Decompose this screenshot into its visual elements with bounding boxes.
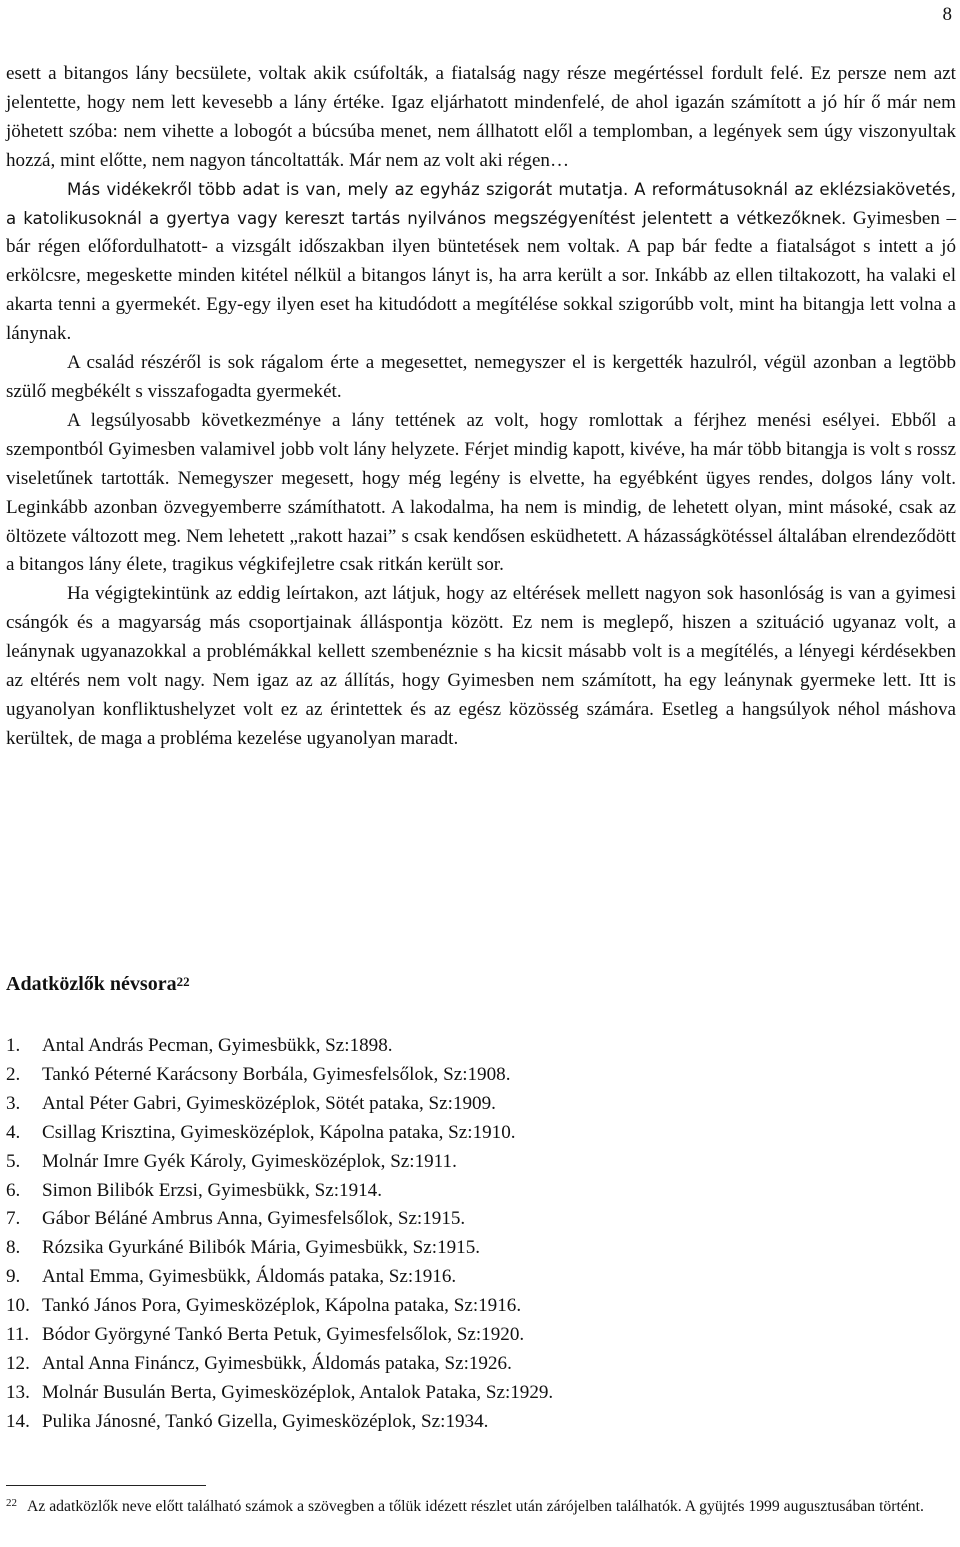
section-title: [6, 970, 190, 1000]
footnote-mark: 22: [6, 1497, 17, 1509]
list-item-text: Gábor Béláné Ambrus Anna, Gyimesfelsőlok, Sz:1915.: [42, 1208, 466, 1230]
list-item-text: Tankó Péterné Karácsony Borbála, Gyimesfelsőlok, Sz:1908.: [42, 1063, 511, 1085]
list-item-number: 8.: [6, 1237, 21, 1259]
paragraph-text: Gyimesben – bár régen előfordulhatott- a vizsgált időszakban ilyen büntetések nem voltak. A pap bár fedte a fiatalságot s intett a jó erkölcsre, megeskette minden kitétel nélkül a bitangos lányt is, ha arra került a sor. Inkább az ellen tiltakozott, ha valaki el akarta tenni a gyermekét. Egy-egy ilyen eset ha kitudódott a megítélése sokkal szigorúbb volt, mint ha bitangja lett volna a lánynak.: [6, 207, 957, 345]
list-item-number: 12.: [6, 1352, 30, 1374]
footnote-text: Az adatközlők neve előtt található számok a szövegben a tőlük idézett részlet után zárójelben találhatók. A gyüjtés 1999 augusztusában történt.: [27, 1498, 924, 1515]
list-item-number: 4.: [6, 1121, 21, 1143]
list-item-text: Tankó János Pora, Gyimesközéplok, Kápolna pataka, Sz:1916.: [42, 1295, 522, 1317]
list-item-text: Simon Bilibók Erzsi, Gyimesbükk, Sz:1914.: [42, 1179, 382, 1201]
paragraph: A család részéről is sok rágalom érte a megesettet, nemegyszer el is kergették hazulról, végül azonban a legtöbb szülő megbékélt s visszafogadta gyermekét.: [6, 352, 956, 402]
list-item-number: 11.: [6, 1324, 30, 1346]
list-item-number: 6.: [6, 1179, 21, 1201]
list-item: [6, 1292, 553, 1321]
list-item-text: Molnár Busulán Berta, Gyimesközéplok, Antalok Pataka, Sz:1929.: [42, 1381, 554, 1403]
list-item: [6, 1263, 553, 1292]
paragraph-text-sans: A reformátusoknál az eklézsiakövetés, a katolikusoknál a gyertya vagy kereszt tartás nyilvános megszégyenítést jelentett a vétkezőknek.: [6, 179, 957, 228]
list-item-text: Antal Péter Gabri, Gyimesközéplok, Sötét pataka, Sz:1909.: [42, 1092, 496, 1114]
list-item-text: Rózsika Gyurkáné Bilibók Mária, Gyimesbükk, Sz:1915.: [42, 1237, 481, 1259]
informant-list: [6, 1032, 553, 1437]
list-item-text: Pulika Jánosné, Tankó Gizella, Gyimesközéplok, Sz:1934.: [42, 1410, 489, 1432]
list-item: [6, 1177, 553, 1206]
list-item-number: 14.: [6, 1410, 30, 1432]
list-item-text: Antal Anna Fináncz, Gyimesbükk, Áldomás pataka, Sz:1926.: [42, 1352, 512, 1374]
paragraph: Ha végigtekintünk az eddig leírtakon, azt látjuk, hogy az eltérések mellett nagyon sok hasonlóság is van a gyimesi csángók és a magyarság más csoportjainak álláspontja között. Ez nem is meglepő, hiszen a szituáció ugyanaz volt, a leánynak ugyanazokkal a problémákkal kellett szembenéznie s ha kicsit másabb volt is a megítélés, a lényegi kérdésekben az eltérés nem volt nagy. Nem igaz az az állítás, hogy Gyimesben nem számított, ha egy leánynak gyermeke lett. Itt is ugyanolyan konfliktushelyzet volt ez az érintettek és az egész közösség számára. Esetleg a hangsúlyok néhol máshova kerültek, de maga a probléma kezelése ugyanolyan maradt.: [6, 583, 956, 749]
list-item: [6, 1148, 553, 1177]
paragraph: A legsúlyosabb következménye a lány tettének az volt, hogy romlottak a férjhez menési esélyei. Ebből a szempontból Gyimesben valamivel jobb volt lány helyzete. Férjet mindig kapott, kivéve, ha már több bitangja is volt s rossz viseletűnek tartották. Nemegyszer megesett, hogy még legény is elvette, ha egyébként ügyes rendes, dolgos lány volt. Leginkább azonban özvegyemberre számíthatott. A lakodalma, ha nem is mindig, de lehetett olyan, mint másoké, csak az öltözete változott meg. Nem lehetett „rakott hazai” s csak kendősen esküdhetett. A házasságkötéssel általában elrendeződött a bitangos lány élete, tragikus végkifejletre csak ritkán került sor.: [6, 409, 956, 576]
list-item-text: Bódor Györgyné Tankó Berta Petuk, Gyimesfelsőlok, Sz:1920.: [42, 1324, 525, 1346]
list-item: [6, 1379, 553, 1408]
list-item: [6, 1234, 553, 1263]
list-item-number: 5.: [6, 1150, 21, 1172]
list-item-text: Antal Emma, Gyimesbükk, Áldomás pataka, Sz:1916.: [42, 1266, 457, 1288]
section-title-text: Adatközlők névsora: [6, 973, 177, 995]
body-text: [6, 60, 956, 754]
list-item-number: 10.: [6, 1295, 30, 1317]
footnote: [6, 1494, 946, 1521]
paragraph-text: esett a bitangos lány becsülete, voltak akik csúfolták, a fiatalság nagy része megértéssel fordult felé. Ez persze nem azt jelentette, hogy nem lett kevesebb a lány értéke. Igaz eljárhatott mindenfelé, de ahol igazán számított a jó hír ő már nem jöhetett szóba: nem vihette a lobogót a búcsúba menet, nem állhatott elől a templomban, a legények sem úgy viszonyultak hozzá, mint előtte, nem nagyon táncoltatták. Már nem az volt aki régen…: [6, 63, 956, 171]
list-item: [6, 1408, 553, 1437]
list-item-number: 13.: [6, 1381, 30, 1403]
paragraph: [6, 60, 956, 349]
paragraph-text-sans: Más vidékekről több adat is van, mely az egyház szigorát mutatja.: [67, 179, 629, 199]
list-item: [6, 1061, 553, 1090]
footnote-reference: 22: [176, 974, 190, 989]
list-item: [6, 1321, 553, 1350]
page-number: 8: [942, 4, 952, 25]
list-item-number: 7.: [6, 1208, 21, 1230]
list-item: [6, 1032, 553, 1061]
list-item-number: 3.: [6, 1092, 21, 1114]
list-item-text: Csillag Krisztina, Gyimesközéplok, Kápolna pataka, Sz:1910.: [42, 1121, 516, 1143]
list-item-number: 9.: [6, 1266, 21, 1288]
list-item: [6, 1205, 553, 1234]
footnote-divider: [6, 1485, 206, 1486]
list-item: [6, 1090, 553, 1119]
list-item: [6, 1119, 553, 1148]
list-item-number: 1.: [6, 1035, 21, 1056]
list-item-text: Molnár Imre Gyék Károly, Gyimesközéplok, Sz:1911.: [42, 1150, 457, 1172]
list-item-text: Antal András Pecman, Gyimesbükk, Sz:1898.: [42, 1035, 393, 1056]
list-item: [6, 1350, 553, 1379]
list-item-number: 2.: [6, 1063, 21, 1085]
